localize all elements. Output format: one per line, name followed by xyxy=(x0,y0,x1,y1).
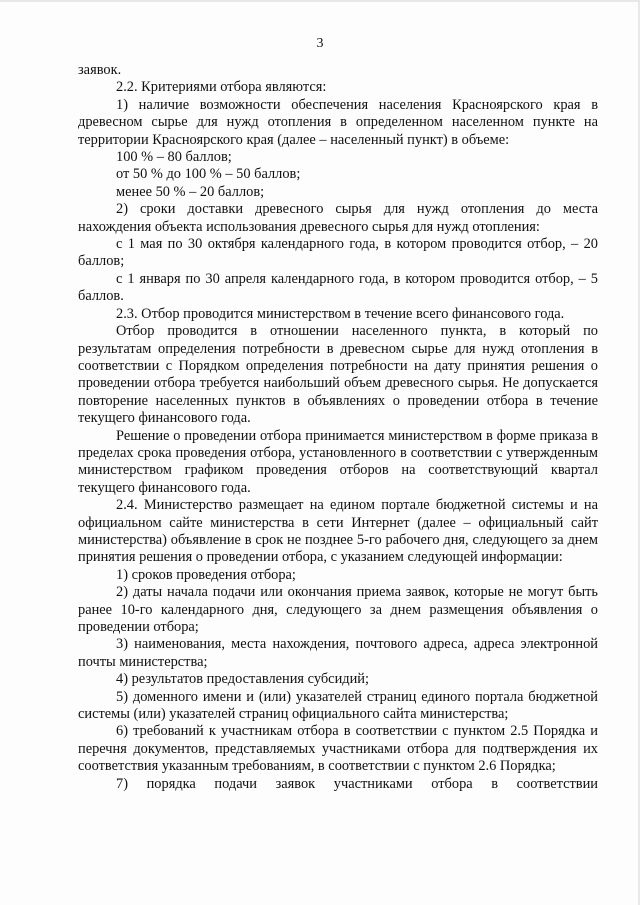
paragraph: Отбор проводится в отношении населенного пункта, в который по результатам определения потребности в древесном сырье для нужд отопления в соответствии с Порядком определения потребности на дату принятия решения о проведении отбора требуется наибольший объем древесного сырья. Не допускается повторение населенных пунктов в объявлениях о проведении отбора в течение текущего финансового года. xyxy=(78,323,598,427)
paragraph: Решение о проведении отбора принимается министерством в форме приказа в пределах срока проведения отбора, установленного в соответствии с утвержденным министерством графиком проведения отборов на соответствующий квартал текущего финансового года. xyxy=(78,427,598,496)
paragraph: 7) порядка подачи заявок участниками отбора в соответствии xyxy=(116,775,598,792)
paragraph: 2) даты начала подачи или окончания приема заявок, которые не могут быть ранее 10-го календарного дня, следующего за днем размещения объявления о проведении отбора; xyxy=(78,584,598,635)
paragraph: 3) наименования, места нахождения, почтового адреса, адреса электронной почты министерства; xyxy=(78,636,598,670)
page-number: 3 xyxy=(316,36,324,51)
paragraph: 6) требований к участникам отбора в соответствии с пунктом 2.5 Порядка и перечня документов, представляемых участниками отбора для подтверждения их соответствия указанным требованиям, в соответствии с пунктом 2.6 Порядка; xyxy=(78,723,598,775)
paragraph: менее 50 % – 20 баллов; xyxy=(116,183,265,200)
paragraph: 5) доменного имени и (или) указателей страниц единого портала бюджетной системы (или) указателей страниц официального сайта министерства; xyxy=(78,688,598,723)
paragraph: от 50 % до 100 % – 50 баллов; xyxy=(116,166,301,183)
scan-edge-top xyxy=(0,0,640,2)
paragraph: 4) результатов предоставления субсидий; xyxy=(116,671,369,688)
paragraph: заявок. xyxy=(78,62,122,78)
paragraph: 2.3. Отбор проводится министерством в течение всего финансового года. xyxy=(116,305,565,322)
paragraph: с 1 мая по 30 октября календарного года, в котором проводится отбор, – 20 баллов; xyxy=(78,236,598,270)
paragraph: 2.4. Министерство размещает на едином портале бюджетной системы и на официальном сайте министерства в сети Интернет (далее – официальный сайт министерства) объявление в срок не позднее 5-го рабочего дня, следующего за днем принятия решения о проведении отбора, с указанием следующей информации: xyxy=(78,497,598,566)
paragraph: 1) наличие возможности обеспечения населения Красноярского края в древесном сырье для нужд отопления в определенном населенном пункте на территории Красноярского края (далее – населенный пункт) в объеме: xyxy=(78,96,598,148)
paragraph: 2.2. Критериями отбора являются: xyxy=(116,79,327,96)
paragraph: 100 % – 80 баллов; xyxy=(116,149,232,166)
paragraph: с 1 января по 30 апреля календарного года, в котором проводится отбор, – 5 баллов. xyxy=(78,270,598,305)
paragraph: 2) сроки доставки древесного сырья для нужд отопления до места нахождения объекта использования древесного сырья для нужд отопления: xyxy=(78,201,598,235)
paragraph: 1) сроков проведения отбора; xyxy=(116,566,296,583)
body-text xyxy=(78,62,598,793)
